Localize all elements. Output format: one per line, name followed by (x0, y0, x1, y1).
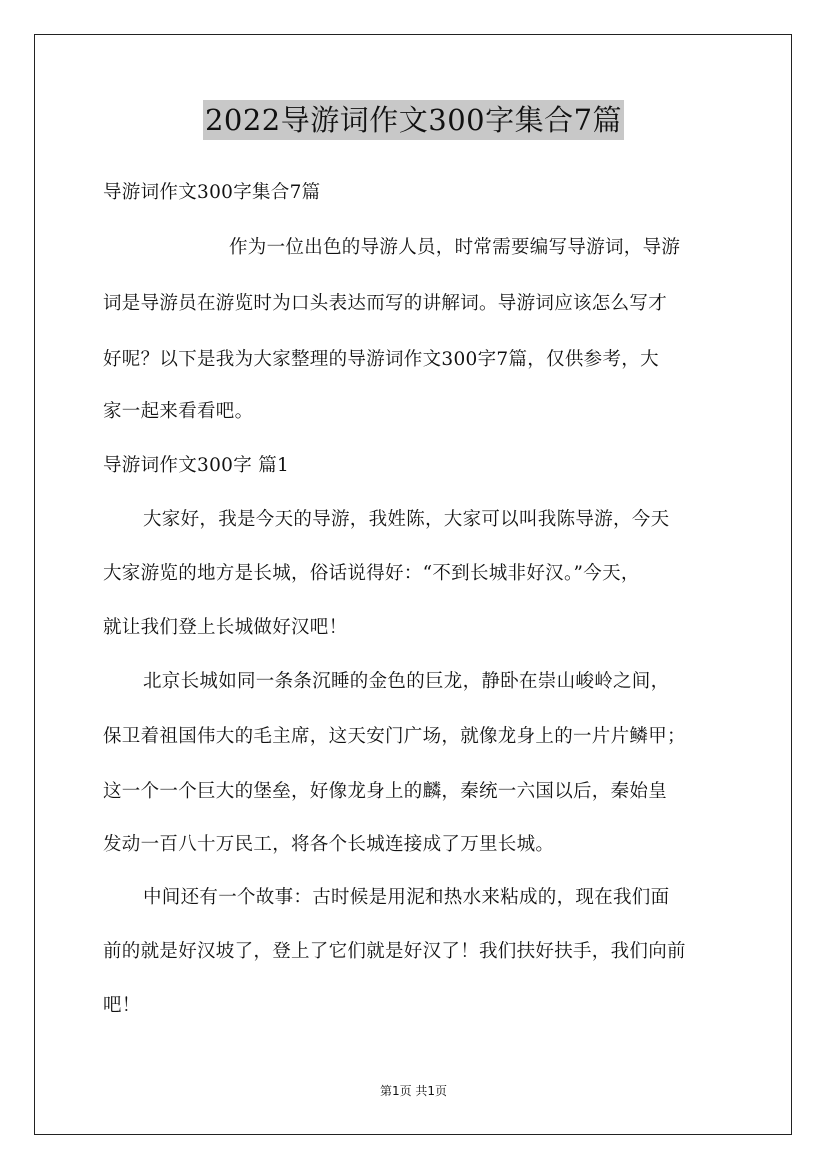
paragraph2-line-2: 保卫着祖国伟大的毛主席，这天安门广场，就像龙身上的一片片鳞甲； (103, 726, 686, 747)
intro-line-3: 好呢？以下是我为大家整理的导游词作文300字7篇，仅供参考，大 (103, 349, 659, 370)
paragraph2-line-1: 北京长城如同一条条沉睡的金色的巨龙，静卧在崇山峻岭之间， (143, 671, 670, 692)
section-heading: 导游词作文300字 篇1 (103, 455, 290, 476)
paragraph2-line-4: 发动一百八十万民工，将各个长城连接成了万里长城。 (103, 834, 555, 855)
page-footer: 第1页 共1页 (379, 1084, 448, 1098)
document-title: 2022导游词作文300字集合7篇 (203, 100, 624, 140)
paragraph3-line-3: 吧！ (103, 995, 141, 1016)
paragraph3-line-2: 前的就是好汉坡了，登上了它们就是好汉了！我们扶好扶手，我们向前 (103, 941, 686, 962)
paragraph1-line-2: 大家游览的地方是长城，俗话说得好：“不到长城非好汉。”今天， (103, 563, 640, 584)
intro-line-4: 家一起来看看吧。 (103, 401, 254, 422)
document-subtitle: 导游词作文300字集合7篇 (103, 182, 321, 203)
paragraph3-line-1: 中间还有一个故事：古时候是用泥和热水来粘成的，现在我们面 (143, 887, 670, 908)
intro-line-2: 词是导游员在游览时为口头表达而写的讲解词。导游词应该怎么写才 (103, 293, 668, 314)
paragraph2-line-3: 这一个一个巨大的堡垒，好像龙身上的麟，秦统一六国以后，秦始皇 (103, 781, 668, 802)
intro-line-1: 作为一位出色的导游人员，时常需要编写导游词，导游 (229, 237, 681, 258)
paragraph1-line-1: 大家好，我是今天的导游，我姓陈，大家可以叫我陈导游，今天 (143, 509, 670, 530)
title-container (0, 100, 827, 140)
paragraph1-line-3: 就让我们登上长城做好汉吧！ (103, 617, 348, 638)
